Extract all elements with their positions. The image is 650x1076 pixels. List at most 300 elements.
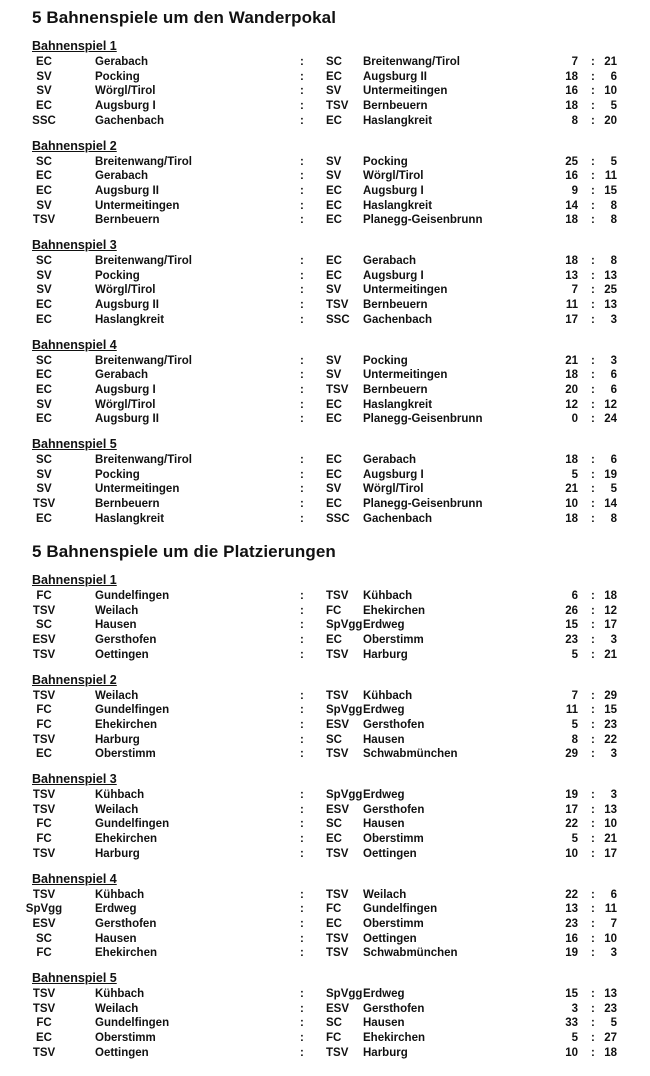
match-row [0, 604, 650, 619]
score-home: 18 [565, 454, 578, 466]
home-team-name: Gersthofen [95, 917, 157, 930]
home-club-abbr: TSV [32, 888, 56, 901]
match-row [0, 298, 650, 313]
match-separator: : [300, 789, 304, 801]
match-row [0, 803, 650, 818]
score-away: 24 [604, 413, 617, 426]
home-club-abbr: TSV [32, 789, 56, 801]
score-home: 19 [565, 947, 578, 960]
match-separator: : [300, 903, 304, 916]
away-club-abbr: SV [326, 85, 342, 98]
match-row [0, 1031, 650, 1046]
score-colon: : [591, 100, 595, 113]
match-separator: : [300, 454, 304, 466]
match-separator: : [300, 847, 304, 860]
match-row [0, 1046, 650, 1061]
match-separator: : [300, 704, 304, 717]
away-club-abbr: SV [326, 483, 342, 496]
away-club-abbr: EC [326, 214, 342, 227]
match-separator: : [300, 947, 304, 960]
away-club-abbr: TSV [326, 947, 349, 960]
home-team-name: Augsburg II [95, 413, 159, 426]
match-separator: : [300, 100, 304, 113]
away-team-name: Untermeitingen [363, 369, 448, 382]
match-separator: : [300, 255, 304, 267]
score-away: 3 [610, 947, 617, 960]
away-club-abbr: EC [326, 468, 342, 481]
home-club-abbr: SC [36, 155, 52, 168]
match-row [0, 155, 650, 170]
away-team-name: Weilach [363, 888, 407, 901]
score-away: 17 [604, 847, 617, 860]
match-row [0, 987, 650, 1002]
score-colon: : [591, 255, 595, 267]
score-colon: : [591, 70, 595, 83]
score-colon: : [591, 988, 595, 1000]
match-row [0, 747, 650, 762]
match-row [0, 114, 650, 129]
away-team-name: Harburg [363, 648, 408, 661]
away-club-abbr: EC [326, 833, 342, 846]
home-club-abbr: SV [36, 85, 52, 98]
score-colon: : [591, 313, 595, 326]
home-team-name: Pocking [95, 269, 140, 282]
score-colon: : [591, 947, 595, 960]
score-home: 0 [571, 413, 578, 426]
home-club-abbr: SC [36, 354, 52, 367]
score-home: 7 [571, 284, 578, 297]
match-separator: : [300, 114, 304, 127]
away-team-name: Gersthofen [363, 1002, 425, 1015]
match-separator: : [300, 214, 304, 227]
match-row [0, 412, 650, 427]
score-colon: : [591, 932, 595, 945]
score-home: 14 [565, 199, 578, 212]
match-separator: : [300, 648, 304, 661]
round-title: Bahnenspiel 3 [32, 238, 117, 252]
away-club-abbr: SV [326, 354, 342, 367]
score-home: 5 [571, 1032, 578, 1045]
score-colon: : [591, 498, 595, 511]
home-team-name: Kühbach [95, 789, 145, 801]
home-team-name: Ehekirchen [95, 947, 157, 960]
score-colon: : [591, 85, 595, 98]
match-row [0, 689, 650, 704]
score-away: 3 [610, 354, 617, 367]
match-separator: : [300, 888, 304, 901]
match-row [0, 888, 650, 903]
score-colon: : [591, 847, 595, 860]
home-team-name: Gerabach [95, 56, 149, 68]
score-away: 5 [610, 155, 617, 168]
score-away: 11 [604, 170, 617, 183]
score-colon: : [591, 398, 595, 411]
score-colon: : [591, 512, 595, 525]
match-separator: : [300, 155, 304, 168]
away-team-name: Hausen [363, 733, 405, 746]
score-colon: : [591, 454, 595, 466]
score-away: 8 [610, 199, 617, 212]
match-separator: : [300, 818, 304, 831]
score-colon: : [591, 689, 595, 702]
away-club-abbr: SC [326, 733, 342, 746]
home-team-name: Oberstimm [95, 748, 156, 761]
home-team-name: Bernbeuern [95, 214, 160, 227]
match-row [0, 817, 650, 832]
score-colon: : [591, 590, 595, 602]
home-team-name: Hausen [95, 619, 137, 632]
away-team-name: Wörgl/Tirol [363, 483, 424, 496]
home-team-name: Gerabach [95, 369, 149, 382]
home-club-abbr: EC [36, 56, 52, 68]
away-team-name: Erdweg [363, 789, 405, 801]
round-title: Bahnenspiel 3 [32, 772, 117, 786]
score-home: 9 [571, 184, 578, 197]
home-club-abbr: EC [36, 512, 52, 525]
match-row [0, 946, 650, 961]
match-separator: : [300, 354, 304, 367]
match-separator: : [300, 590, 304, 602]
away-team-name: Kühbach [363, 689, 413, 702]
score-away: 17 [604, 619, 617, 632]
away-club-abbr: SC [326, 818, 342, 831]
home-club-abbr: EC [36, 369, 52, 382]
home-team-name: Gundelfingen [95, 590, 170, 602]
away-team-name: Breitenwang/Tirol [363, 56, 460, 68]
match-separator: : [300, 988, 304, 1000]
match-separator: : [300, 619, 304, 632]
score-colon: : [591, 170, 595, 183]
away-club-abbr: TSV [326, 1046, 349, 1059]
score-home: 21 [565, 354, 578, 367]
score-away: 3 [610, 748, 617, 761]
score-home: 18 [565, 512, 578, 525]
match-separator: : [300, 85, 304, 98]
home-team-name: Gundelfingen [95, 1017, 170, 1030]
match-row [0, 70, 650, 85]
score-home: 15 [565, 619, 578, 632]
away-club-abbr: SV [326, 284, 342, 297]
home-team-name: Gundelfingen [95, 704, 170, 717]
home-team-name: Bernbeuern [95, 498, 160, 511]
away-team-name: Augsburg I [363, 184, 424, 197]
match-separator: : [300, 313, 304, 326]
score-away: 19 [604, 468, 617, 481]
score-home: 22 [565, 818, 578, 831]
away-team-name: Oberstimm [363, 917, 424, 930]
score-away: 21 [604, 648, 617, 661]
score-away: 5 [610, 1017, 617, 1030]
away-club-abbr: EC [326, 634, 342, 647]
score-colon: : [591, 789, 595, 801]
score-home: 7 [571, 689, 578, 702]
score-colon: : [591, 604, 595, 617]
away-team-name: Gundelfingen [363, 903, 438, 916]
away-team-name: Ehekirchen [363, 1032, 425, 1045]
home-team-name: Erdweg [95, 903, 137, 916]
away-club-abbr: EC [326, 269, 342, 282]
home-team-name: Weilach [95, 604, 139, 617]
home-club-abbr: FC [36, 704, 52, 717]
score-home: 17 [565, 313, 578, 326]
home-team-name: Wörgl/Tirol [95, 284, 156, 297]
match-row [0, 589, 650, 604]
away-club-abbr: ESV [326, 1002, 350, 1015]
score-home: 15 [565, 988, 578, 1000]
away-club-abbr: SV [326, 155, 342, 168]
home-team-name: Oettingen [95, 648, 149, 661]
score-home: 18 [565, 100, 578, 113]
home-club-abbr: EC [36, 383, 52, 396]
match-row [0, 99, 650, 114]
score-away: 6 [610, 383, 617, 396]
score-away: 8 [610, 214, 617, 227]
home-team-name: Gachenbach [95, 114, 165, 127]
away-club-abbr: TSV [326, 383, 349, 396]
home-team-name: Haslangkreit [95, 512, 165, 525]
home-club-abbr: TSV [32, 988, 56, 1000]
score-away: 3 [610, 634, 617, 647]
score-away: 25 [604, 284, 617, 297]
match-separator: : [300, 184, 304, 197]
score-away: 8 [610, 255, 617, 267]
away-club-abbr: SpVgg [326, 619, 363, 632]
away-club-abbr: FC [326, 903, 342, 916]
score-home: 11 [565, 704, 578, 717]
match-row [0, 199, 650, 214]
score-home: 12 [565, 398, 578, 411]
away-team-name: Pocking [363, 354, 408, 367]
away-club-abbr: SpVgg [326, 988, 363, 1000]
score-away: 6 [610, 454, 617, 466]
home-club-abbr: SpVgg [25, 903, 63, 916]
home-team-name: Haslangkreit [95, 313, 165, 326]
away-club-abbr: EC [326, 199, 342, 212]
home-team-name: Oettingen [95, 1046, 149, 1059]
match-row [0, 917, 650, 932]
home-team-name: Breitenwang/Tirol [95, 354, 192, 367]
away-team-name: Hausen [363, 818, 405, 831]
score-home: 23 [565, 634, 578, 647]
score-away: 20 [604, 114, 617, 127]
score-colon: : [591, 354, 595, 367]
home-team-name: Weilach [95, 689, 139, 702]
home-club-abbr: SC [36, 454, 52, 466]
match-row [0, 703, 650, 718]
score-away: 7 [610, 917, 617, 930]
away-club-abbr: EC [326, 454, 342, 466]
home-club-abbr: FC [36, 718, 52, 731]
away-team-name: Oberstimm [363, 634, 424, 647]
score-colon: : [591, 1046, 595, 1059]
away-team-name: Planegg-Geisenbrunn [363, 413, 483, 426]
score-home: 13 [565, 269, 578, 282]
match-row [0, 383, 650, 398]
match-separator: : [300, 718, 304, 731]
score-home: 10 [565, 498, 578, 511]
score-colon: : [591, 704, 595, 717]
away-club-abbr: FC [326, 1032, 342, 1045]
home-team-name: Gersthofen [95, 634, 157, 647]
score-colon: : [591, 199, 595, 212]
score-away: 23 [604, 718, 617, 731]
score-away: 15 [604, 704, 617, 717]
away-club-abbr: EC [326, 413, 342, 426]
home-club-abbr: TSV [32, 803, 56, 816]
match-separator: : [300, 833, 304, 846]
round-title: Bahnenspiel 4 [32, 337, 117, 352]
match-separator: : [300, 733, 304, 746]
score-colon: : [591, 269, 595, 282]
match-separator: : [300, 70, 304, 83]
score-away: 10 [604, 818, 617, 831]
score-colon: : [591, 1002, 595, 1015]
match-separator: : [300, 1002, 304, 1015]
away-team-name: Gersthofen [363, 803, 425, 816]
score-away: 3 [610, 313, 617, 326]
score-home: 29 [565, 748, 578, 761]
match-separator: : [300, 413, 304, 426]
match-row [0, 788, 650, 803]
home-team-name: Ehekirchen [95, 833, 157, 846]
score-colon: : [591, 1017, 595, 1030]
match-row [0, 213, 650, 228]
away-team-name: Haslangkreit [363, 199, 433, 212]
round-title: Bahnenspiel 5 [32, 437, 117, 451]
away-club-abbr: TSV [326, 299, 349, 312]
home-team-name: Hausen [95, 932, 137, 945]
away-team-name: Gerabach [363, 255, 417, 267]
away-team-name: Oberstimm [363, 833, 424, 846]
away-club-abbr: ESV [326, 718, 350, 731]
home-club-abbr: TSV [32, 214, 56, 227]
score-colon: : [591, 917, 595, 930]
match-separator: : [300, 803, 304, 816]
home-club-abbr: SV [36, 269, 52, 282]
home-club-abbr: EC [36, 1032, 52, 1045]
score-colon: : [591, 718, 595, 731]
home-team-name: Augsburg I [95, 100, 156, 113]
away-club-abbr: TSV [326, 590, 349, 602]
score-away: 6 [610, 70, 617, 83]
away-team-name: Pocking [363, 155, 408, 168]
away-team-name: Untermeitingen [363, 284, 448, 297]
score-colon: : [591, 634, 595, 647]
away-club-abbr: SV [326, 170, 342, 183]
score-colon: : [591, 903, 595, 916]
home-club-abbr: ESV [32, 917, 56, 930]
score-home: 16 [565, 932, 578, 945]
home-team-name: Wörgl/Tirol [95, 85, 156, 98]
home-club-abbr: TSV [32, 498, 56, 511]
score-colon: : [591, 413, 595, 426]
score-away: 14 [604, 498, 617, 511]
home-team-name: Weilach [95, 803, 139, 816]
match-separator: : [300, 468, 304, 481]
match-row [0, 512, 650, 527]
match-separator: : [300, 689, 304, 702]
away-team-name: Planegg-Geisenbrunn [363, 498, 483, 511]
away-team-name: Gerabach [363, 454, 417, 466]
match-row [0, 1016, 650, 1031]
home-club-abbr: TSV [32, 604, 56, 617]
match-row [0, 932, 650, 947]
match-separator: : [300, 269, 304, 282]
score-colon: : [591, 299, 595, 312]
home-team-name: Oberstimm [95, 1032, 156, 1045]
home-club-abbr: TSV [32, 689, 56, 702]
match-row [0, 368, 650, 383]
home-team-name: Breitenwang/Tirol [95, 155, 192, 168]
match-separator: : [300, 932, 304, 945]
round-title: Bahnenspiel 2 [32, 672, 117, 687]
score-home: 6 [571, 590, 578, 602]
score-home: 22 [565, 888, 578, 901]
score-colon: : [591, 648, 595, 661]
match-separator: : [300, 634, 304, 647]
match-separator: : [300, 512, 304, 525]
score-away: 13 [604, 803, 617, 816]
home-club-abbr: TSV [32, 847, 56, 860]
score-away: 10 [604, 932, 617, 945]
match-row [0, 648, 650, 663]
match-row [0, 354, 650, 369]
home-club-abbr: SV [36, 284, 52, 297]
score-colon: : [591, 748, 595, 761]
match-row [0, 832, 650, 847]
match-separator: : [300, 483, 304, 496]
home-team-name: Gundelfingen [95, 818, 170, 831]
match-row [0, 497, 650, 512]
score-home: 8 [571, 733, 578, 746]
away-club-abbr: EC [326, 398, 342, 411]
match-separator: : [300, 917, 304, 930]
score-away: 18 [604, 1046, 617, 1059]
score-home: 17 [565, 803, 578, 816]
home-team-name: Wörgl/Tirol [95, 398, 156, 411]
match-row [0, 313, 650, 328]
score-away: 23 [604, 1002, 617, 1015]
score-home: 25 [565, 155, 578, 168]
score-away: 13 [604, 988, 617, 1000]
away-team-name: Erdweg [363, 988, 405, 1000]
score-away: 3 [610, 789, 617, 801]
score-colon: : [591, 468, 595, 481]
match-row [0, 633, 650, 648]
home-team-name: Augsburg I [95, 383, 156, 396]
home-club-abbr: TSV [32, 648, 56, 661]
score-home: 18 [565, 255, 578, 267]
score-away: 12 [604, 604, 617, 617]
score-colon: : [591, 733, 595, 746]
away-club-abbr: TSV [326, 100, 349, 113]
match-row [0, 482, 650, 497]
match-row [0, 169, 650, 184]
away-team-name: Bernbeuern [363, 100, 428, 113]
score-away: 15 [604, 184, 617, 197]
score-home: 21 [565, 483, 578, 496]
away-club-abbr: SSC [326, 313, 350, 326]
away-team-name: Schwabmünchen [363, 947, 458, 960]
match-row [0, 398, 650, 413]
score-away: 11 [604, 903, 617, 916]
away-club-abbr: TSV [326, 689, 349, 702]
match-separator: : [300, 1046, 304, 1059]
match-separator: : [300, 170, 304, 183]
score-colon: : [591, 619, 595, 632]
match-row [0, 468, 650, 483]
match-separator: : [300, 398, 304, 411]
